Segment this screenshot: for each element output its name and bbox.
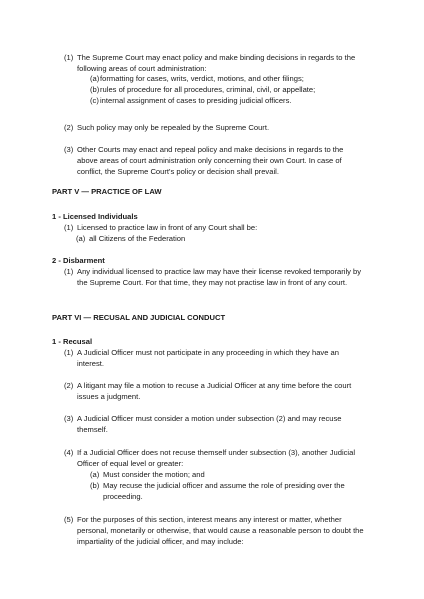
para-top-1c bbox=[90, 95, 370, 106]
para-text: A Judicial Officer must not participate in any proceeding in which they have an interest. bbox=[77, 348, 339, 368]
para-text: Other Courts may enact and repeal policy and make decisions in regards to the above areas of court administration only concerning their own Court. In case of conflict, the Supreme Court's policy or decision shall prevail. bbox=[77, 145, 344, 176]
para-top-1 bbox=[64, 52, 364, 74]
para-text: A litigant may file a motion to recuse a Judicial Officer at any time before the court issues a judgment. bbox=[77, 381, 352, 401]
para-p6-1-3 bbox=[64, 413, 364, 435]
para-p6-1-1 bbox=[64, 347, 364, 369]
para-text: Such policy may only be repealed by the Supreme Court. bbox=[77, 123, 270, 132]
para-p5-1-1a bbox=[76, 233, 356, 244]
para-p6-1-4a bbox=[90, 469, 370, 480]
para-number: (a) bbox=[76, 234, 86, 243]
para-text: For the purposes of this section, interest means any interest or matter, whether personal, monetarily or otherwise, that would cause a reasonable person to doubt the impartiality of the judicial officer, and may include: bbox=[77, 515, 364, 546]
para-p6-1-2 bbox=[64, 380, 364, 402]
para-text: all Citizens of the Federation bbox=[89, 234, 186, 243]
para-p6-1-4 bbox=[64, 447, 364, 469]
para-text: internal assignment of cases to presiding judicial officers. bbox=[100, 96, 292, 105]
para-number: (2) bbox=[64, 123, 74, 132]
part-heading: PART VI — RECUSAL AND JUDICIAL CONDUCT bbox=[52, 313, 226, 322]
para-number: (3) bbox=[64, 414, 74, 423]
para-p5-1-1 bbox=[64, 222, 364, 233]
para-text: Must consider the motion; and bbox=[103, 470, 205, 479]
para-number: (a) bbox=[90, 470, 100, 479]
para-number: (5) bbox=[64, 515, 74, 524]
para-p6-1-4b bbox=[90, 480, 370, 502]
section-heading: 2 - Disbarment bbox=[52, 256, 105, 265]
para-number: (1) bbox=[64, 53, 74, 62]
para-top-2 bbox=[64, 122, 364, 133]
para-top-3 bbox=[64, 144, 364, 177]
para-number: (1) bbox=[64, 267, 74, 276]
para-text: The Supreme Court may enact policy and make binding decisions in regards to the following areas of court administration: bbox=[77, 53, 356, 73]
para-number: (c) bbox=[90, 96, 99, 105]
para-number: (4) bbox=[64, 448, 74, 457]
para-text: rules of procedure for all procedures, criminal, civil, or appellate; bbox=[100, 85, 316, 94]
para-number: (1) bbox=[64, 223, 74, 232]
para-p5-2-1 bbox=[64, 266, 364, 288]
para-top-1a bbox=[90, 73, 370, 84]
para-text: Licensed to practice law in front of any Court shall be: bbox=[77, 223, 258, 232]
para-top-1b bbox=[90, 84, 370, 95]
para-number: (b) bbox=[90, 481, 100, 490]
section-heading: 1 - Recusal bbox=[52, 337, 93, 346]
para-number: (1) bbox=[64, 348, 74, 357]
para-text: A Judicial Officer must consider a motion under subsection (2) and may recuse themself. bbox=[77, 414, 342, 434]
para-p6-1-5 bbox=[64, 514, 364, 547]
para-text: If a Judicial Officer does not recuse themself under subsection (3), another Judicial Officer of equal level or greater: bbox=[77, 448, 356, 468]
para-text: formatting for cases, writs, verdict, motions, and other filings; bbox=[100, 74, 304, 83]
part-heading: PART V — PRACTICE OF LAW bbox=[52, 187, 162, 196]
para-number: (a) bbox=[90, 74, 100, 83]
section-heading: 1 - Licensed Individuals bbox=[52, 212, 138, 221]
para-text: Any individual licensed to practice law may have their license revoked temporarily by the Supreme Court. For that time, they may not practise law in front of any court. bbox=[77, 267, 362, 287]
para-number: (3) bbox=[64, 145, 74, 154]
para-text: May recuse the judicial officer and assume the role of presiding over the proceeding. bbox=[103, 481, 345, 501]
para-number: (b) bbox=[90, 85, 100, 94]
para-number: (2) bbox=[64, 381, 74, 390]
